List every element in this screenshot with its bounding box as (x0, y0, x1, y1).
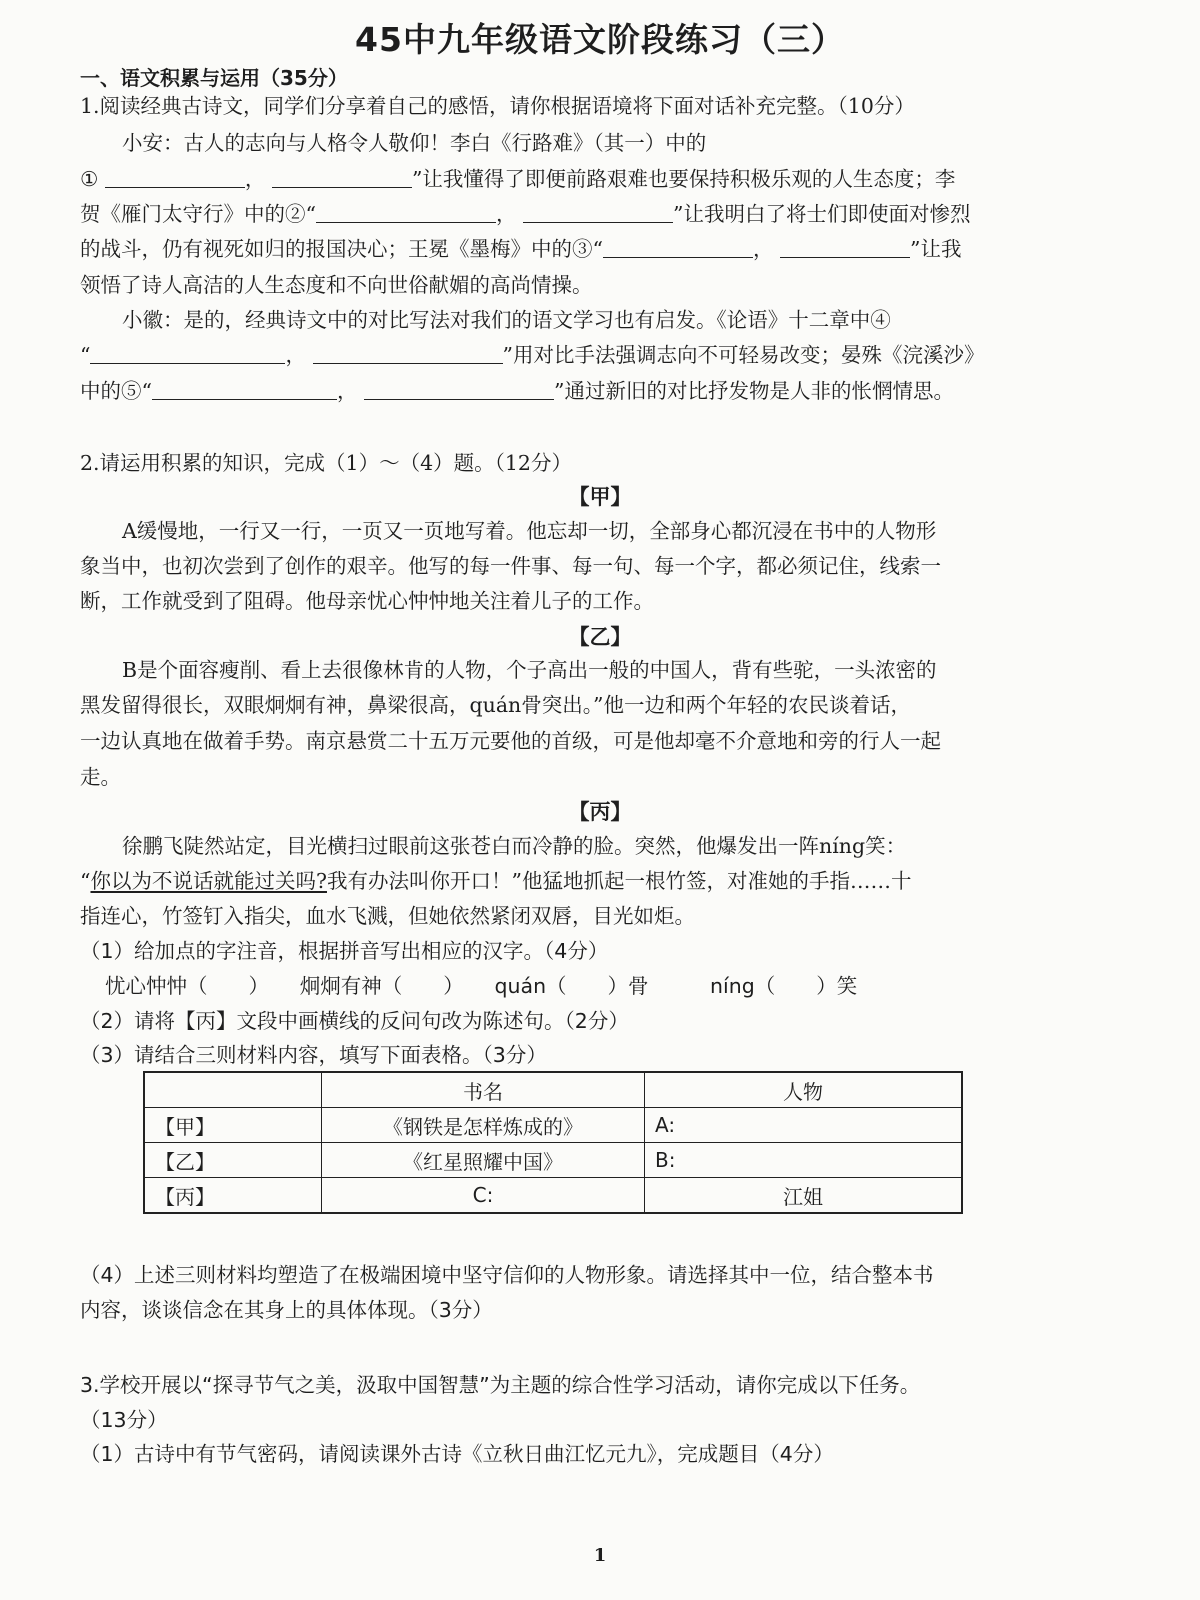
q1-text: ， (285, 343, 306, 367)
q1-text: “ (80, 343, 91, 367)
table-row (144, 1178, 962, 1214)
q1-line: 领悟了诗人高洁的人生态度和不向世俗献媚的高尚情操。 (80, 273, 593, 297)
sub-question: （1）古诗中有节气密码，请阅读课外古诗《立秋日曲江忆元九》，完成题目（4分） (80, 1442, 834, 1466)
q1-text: ”让我明白了将士们即使面对惨烈 (673, 202, 971, 226)
q1-line (80, 378, 1120, 404)
table-answer-cell[interactable]: B: (645, 1143, 963, 1178)
page-title: 45中九年级语文阶段练习（三） (355, 20, 845, 59)
sub-question: （1）给加点的字注音，根据拼音写出相应的汉字。（4分） (80, 939, 609, 963)
q1-text: ， (495, 202, 517, 226)
sub-question: （4）上述三则材料均塑造了在极端困境中坚守信仰的人物形象。请选择其中一位，结合整本书 (80, 1263, 934, 1287)
q1-text: ， (336, 379, 358, 403)
passage-heading-yi: 【乙】 (568, 624, 632, 649)
passage-line: 象当中，也初次尝到了创作的艰辛。他写的每一件事、每一句、每一个字，都必须记住，线索一 (80, 554, 941, 578)
q3-stem: 3.学校开展以“探寻节气之美，汲取中国智慧”为主题的综合性学习活动，请你完成以下任务。 (80, 1373, 921, 1397)
page-number: 1 (593, 1545, 607, 1566)
sub-question-items: 忧心忡忡（ ） 炯炯有神（ ） quán（ ）骨 níng（ ）笑 (105, 974, 858, 998)
passage-line: A缓慢地，一行又一行，一页又一页地写着。他忘却一切，全部身心都沉浸在书中的人物形 (122, 519, 937, 543)
passage-line (80, 868, 1120, 894)
passage-text: 我有办法叫你开口！”他猛地抓起一根竹签，对准她的手指……十 (326, 869, 912, 893)
q1-line (80, 166, 1120, 192)
sub-question: 内容，谈谈信念在其身上的具体体现。（3分） (80, 1298, 493, 1322)
table-header-row (144, 1072, 962, 1108)
passage-line: 黑发留得很长，双眼炯炯有神，鼻梁很高，quán骨突出。”他一边和两个年轻的农民谈着话， (80, 693, 911, 717)
passage-line: B是个面容瘦削、看上去很像林肯的人物，个子高出一般的中国人，背有些驼，一头浓密的 (122, 658, 937, 682)
sub-question: （2）请将【丙】文段中画横线的反问句改为陈述句。（2分） (80, 1009, 629, 1033)
answer-blank[interactable] (364, 379, 554, 400)
passage-line: 断，工作就受到了阻碍。他母亲忧心忡忡地关注着儿子的工作。 (80, 589, 654, 613)
q1-line: 小安：古人的志向与人格令人敬仰！李白《行路难》（其一）中的 (122, 131, 707, 155)
passage-line: 走。 (80, 765, 121, 789)
q1-line (80, 236, 1120, 262)
table-cell: 【乙】 (144, 1143, 322, 1178)
passage-line: 徐鹏飞陡然站定，目光横扫过眼前这张苍白而冷静的脸。突然，他爆发出一阵níng笑： (122, 834, 907, 858)
q1-text: ① (80, 167, 99, 191)
q1-stem: 1.阅读经典古诗文，同学们分享着自己的感悟，请你根据语境将下面对话补充完整。（10分） (80, 94, 915, 118)
table-cell: 江姐 (645, 1178, 963, 1214)
q3-stem: （13分） (80, 1408, 168, 1432)
passage-text: “ (80, 869, 91, 893)
q1-text: ”让我 (910, 237, 962, 261)
answer-blank[interactable] (313, 343, 503, 364)
answer-blank[interactable] (105, 167, 245, 188)
answer-blank[interactable] (90, 343, 285, 364)
table-header: 人物 (645, 1072, 963, 1108)
section-heading: 一、语文积累与运用（35分） (80, 66, 348, 90)
answer-blank[interactable] (152, 379, 337, 400)
sub-question: （3）请结合三则材料内容，填写下面表格。（3分） (80, 1043, 547, 1067)
q1-text: 贺《雁门太守行》中的②“ (80, 202, 316, 226)
q1-text: ， (752, 237, 774, 261)
answer-blank[interactable] (603, 237, 753, 258)
table-answer-cell[interactable]: A: (645, 1108, 963, 1143)
table-row (144, 1143, 962, 1178)
answer-blank[interactable] (316, 202, 496, 223)
q1-text: ， (244, 167, 266, 191)
passage-line: 指连心，竹签钉入指尖，血水飞溅，但她依然紧闭双唇，目光如炬。 (80, 904, 695, 928)
table-header: 书名 (322, 1072, 645, 1108)
table-answer-cell[interactable]: C: (322, 1178, 645, 1214)
table-cell: 【甲】 (144, 1108, 322, 1143)
underlined-question: 你以为不说话就能过关吗? (90, 869, 327, 893)
answer-blank[interactable] (780, 237, 910, 258)
table-cell: 《红星照耀中国》 (322, 1143, 645, 1178)
q1-line: 小徽：是的，经典诗文中的对比写法对我们的语文学习也有启发。《论语》十二章中④ (122, 308, 891, 332)
q1-text: 的战斗，仍有视死如归的报国决心；王冕《墨梅》中的③“ (80, 237, 603, 261)
table-row (144, 1108, 962, 1143)
q1-line (80, 342, 1120, 368)
q1-line (80, 201, 1120, 227)
passage-heading-bing: 【丙】 (568, 799, 632, 824)
table-cell: 《钢铁是怎样炼成的》 (322, 1108, 645, 1143)
q1-text: ”用对比手法强调志向不可轻易改变；晏殊《浣溪沙》 (502, 343, 985, 367)
passage-heading-jia: 【甲】 (568, 484, 632, 509)
q1-text: 中的⑤“ (80, 379, 152, 403)
q1-text: ”通过新旧的对比抒发物是人非的怅惘情思。 (554, 379, 954, 403)
passage-line: 一边认真地在做着手势。南京悬赏二十五万元要他的首级，可是他却毫不介意地和旁的行人一起 (80, 729, 941, 753)
answer-table (143, 1071, 963, 1214)
table-header (144, 1072, 322, 1108)
answer-blank[interactable] (272, 167, 412, 188)
table-cell: 【丙】 (144, 1178, 322, 1214)
q1-text: ”让我懂得了即便前路艰难也要保持积极乐观的人生态度；李 (411, 167, 956, 191)
q2-stem: 2.请运用积累的知识，完成（1）～（4）题。（12分） (80, 451, 572, 475)
answer-blank[interactable] (523, 202, 673, 223)
